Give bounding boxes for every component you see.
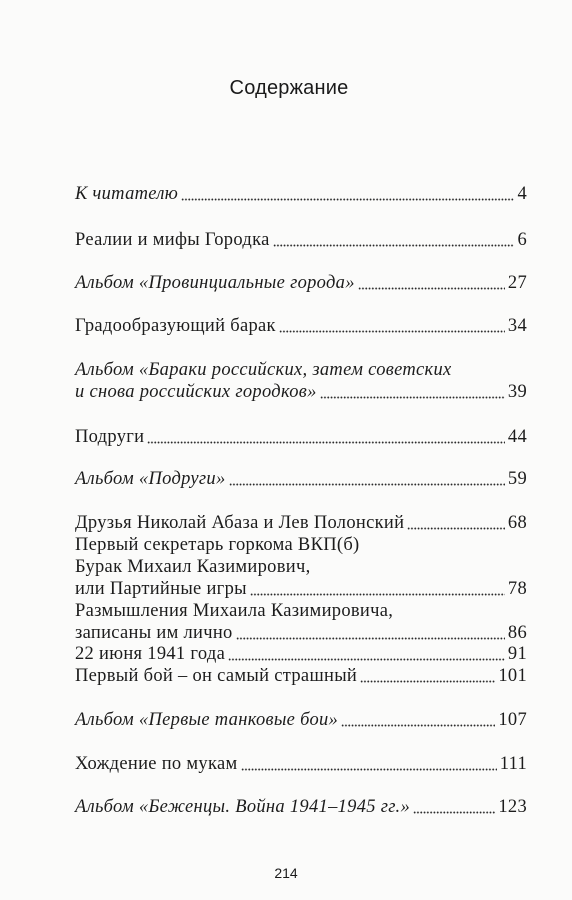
toc-entry — [75, 643, 527, 665]
toc-entry-line — [75, 622, 527, 644]
toc-page-ref: 91 — [507, 644, 527, 664]
toc-entry-line — [75, 426, 527, 448]
toc-entry-title: Хождение по мукам — [75, 754, 238, 774]
toc-page-ref: 111 — [499, 754, 527, 774]
leader-dots — [147, 426, 505, 448]
toc-entry-line — [75, 643, 527, 665]
toc-entry-title: Размышления Михаила Казимировича, — [75, 601, 394, 621]
leader-dots — [413, 796, 495, 818]
toc-entry-title: Альбом «Подруги» — [75, 469, 226, 489]
toc-entry-title: Альбом «Беженцы. Война 1941–1945 гг.» — [75, 797, 411, 817]
toc-entry-title: Друзья Николай Абаза и Лев Полонский — [75, 513, 405, 533]
toc-entry-title: Альбом «Бараки российских, затем советских — [75, 360, 452, 380]
leader-dots — [228, 643, 505, 665]
toc-entry-title: Градообразующий барак — [75, 316, 276, 336]
toc-entry-title: Альбом «Первые танковые бои» — [75, 710, 339, 730]
toc-entry-title: Подруги — [75, 427, 145, 447]
toc-page-ref: 123 — [498, 797, 527, 817]
toc-entry-line — [75, 315, 527, 337]
toc-entry — [75, 709, 527, 731]
leader-dots — [273, 229, 515, 251]
toc-entry-line — [75, 183, 527, 205]
leader-dots — [236, 622, 505, 644]
toc-page-ref: 27 — [507, 273, 527, 293]
toc-entry-title: Первый бой – он самый страшный — [75, 666, 358, 686]
toc-entry-line — [75, 753, 527, 775]
toc-entry-title: К читателю — [75, 184, 179, 204]
toc-page-ref: 107 — [498, 710, 527, 730]
toc-entry — [75, 753, 527, 775]
toc-entry — [75, 315, 527, 337]
toc-page-ref: 78 — [507, 579, 527, 599]
toc-entry — [75, 600, 527, 644]
toc-heading: Содержание — [229, 77, 349, 99]
toc-entry — [75, 183, 527, 205]
toc-entry-title: 22 июня 1941 года — [75, 644, 226, 664]
toc-entry-line — [75, 229, 527, 251]
leader-dots — [279, 315, 505, 337]
toc-entry — [75, 534, 527, 600]
toc-entry-title: или Партийные игры — [75, 579, 247, 599]
toc-page-ref: 86 — [507, 623, 527, 643]
toc-entry-title: Бурак Михаил Казимирович, — [75, 557, 311, 577]
leader-dots — [250, 578, 505, 600]
toc-page-ref: 34 — [507, 316, 527, 336]
toc-page-ref: 59 — [507, 469, 527, 489]
toc-page-ref: 68 — [507, 513, 527, 533]
toc-page-ref: 101 — [498, 666, 527, 686]
toc-entry — [75, 512, 527, 534]
toc-entry-line — [75, 796, 527, 818]
toc-entry — [75, 229, 527, 251]
toc-entry — [75, 272, 527, 294]
toc-entry-title: записаны им лично — [75, 623, 233, 643]
toc-page-ref: 44 — [507, 427, 527, 447]
toc-entry — [75, 468, 527, 490]
toc-entry — [75, 796, 527, 818]
leader-dots — [241, 753, 497, 775]
toc-entry-line — [75, 468, 527, 490]
toc-entry-line — [75, 512, 527, 534]
toc-entry-title: Реалии и мифы Городка — [75, 230, 270, 250]
toc-entry-line — [75, 665, 527, 687]
toc-entry-line — [75, 578, 527, 600]
toc-entry — [75, 359, 527, 403]
toc-entry — [75, 426, 527, 448]
leader-dots — [229, 468, 505, 490]
toc-entry-line — [75, 709, 527, 731]
toc-page-ref: 6 — [517, 230, 527, 250]
toc-page-ref: 4 — [517, 184, 527, 204]
leader-dots — [360, 665, 495, 687]
page-number: 214 — [274, 865, 298, 881]
leader-dots — [181, 183, 514, 205]
leader-dots — [320, 381, 505, 403]
toc-entry — [75, 665, 527, 687]
toc-page-ref: 39 — [507, 382, 527, 402]
toc-entry-title: Первый секретарь горкома ВКП(б) — [75, 535, 360, 555]
leader-dots — [407, 512, 505, 534]
toc-entry-line — [75, 272, 527, 294]
toc-entry-title: Альбом «Провинциальные города» — [75, 273, 355, 293]
leader-dots — [358, 272, 505, 294]
leader-dots — [341, 709, 495, 731]
toc-entry-title: и снова российских городков» — [75, 382, 317, 402]
toc-entry-line — [75, 381, 527, 403]
